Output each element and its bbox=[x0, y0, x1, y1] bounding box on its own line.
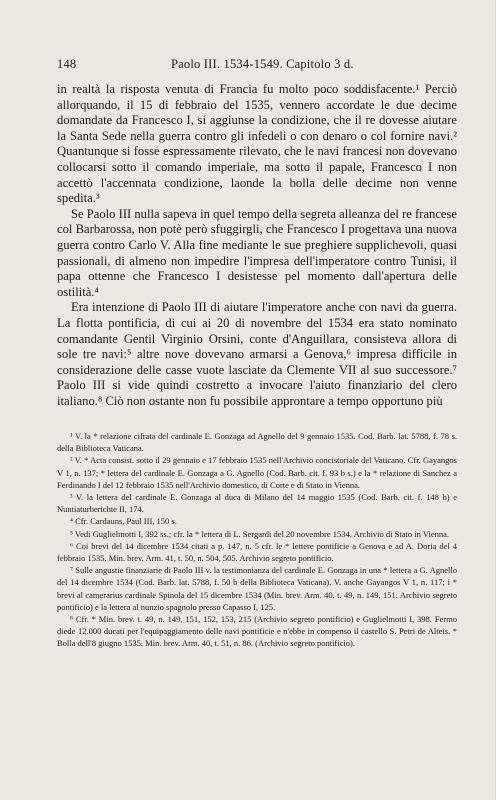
body-text bbox=[57, 82, 457, 409]
footnotes bbox=[57, 430, 457, 650]
running-head bbox=[57, 57, 457, 75]
footnote: ² V. * Acta consist. sotto il 29 gennaio e 17 febbraio 1535 nell'Archivio concistoriale del Vaticano. Cfr. Gayangos V 1, n. 137; * lettera del cardinale E. Gonzaga a G. Agnello (Cod. Barb. cit. f. 93 b s.) e la * relazione di Sanchez a Ferdinando I del 12 febbraio 1535 nell'Archivio domestico, di Corte e di Stato in Vienna. bbox=[57, 455, 457, 490]
page-number: 148 bbox=[57, 57, 77, 71]
footnote: ⁴ Cfr. Cardauns, Paul III, 150 s. bbox=[70, 516, 177, 527]
footnote: ⁸ Cfr. * Min. brev. t. 49, n. 149, 151, 152, 153, 215 (Archivio segreto pontificio) e Guglielmotti I, 398. Fermo diede 12.000 ducati per l'equipaggiamento delle navi pontificie e n'ebbe in compenso il castello S. Petri de Alteis. * Bolla dell'8 giugno 1535. Min. brev. Arm. 40, t. 51, n. 86. (Archivio segreto pontificio). bbox=[57, 614, 457, 649]
footnote: ⁵ Vedi Guglielmotti I, 392 ss.; cfr. la * lettera di L. Sergardi del 20 novembre 1534. Archivio di Stato in Vienna. bbox=[70, 528, 449, 539]
paragraph: in realtà la risposta venuta di Francia fu molto poco soddisfacente.¹ Perciò allorquando, il 15 di febbraio del 1535, vennero accordate le due decime domandate da Francesco I, si aggiunse la condizione, che il re dovesse aiutare la Santa Sede nella guerra contro gli infedeli o con denaro o col fornire navi.² Quantunque si fosse espressamente rilevato, che le navi francesi non dovevano collocarsi sotto il comando imperiale, ma sotto il papale, Francesco I non accettò l'accennata condizione, laonde la bolla delle decime non venne spedita.³ bbox=[57, 82, 457, 206]
footnote: ⁷ Sulle angustie finanziarie di Paolo III v. la testimonianza del cardinale E. Gonzaga in una * lettera a G. Agnello del 14 dicembre 1534 (Cod. Barb. lat. 5788, f. 50 b della Biblioteca Vaticana). V. anche Gayangos V 1, n. 117; i * brevi al camerarius cardinale Spinola del 15 dicembre 1534 (Min. brev. Arm. 40, t. 49, n. 149, 151. Archivio segreto pontificio) e la lettera al nunzio spagnolo presso Capasso I, 125. bbox=[57, 565, 457, 612]
running-title: Paolo III. 1534-1549. Capitolo 3 d. bbox=[171, 57, 354, 71]
footnote: ³ V. la lettera del cardinale E. Gonzaga al duca di Milano del 14 maggio 1535 (Cod. Barb. cit. f. 148 b) e Nuntiaturberichte II, 174. bbox=[57, 492, 457, 515]
paragraph: Era intenzione di Paolo III di aiutare l'imperatore anche con navi da guerra. La flotta pontificia, di cui ai 20 di novembre del 1534 era stato nominato comandante Gentil Virginio Orsini, conte d'Anguillara, consisteva allora di sole tre navi:⁵ altre nove dovevano armarsi a Genova,⁶ impresa difficile in considerazione delle casse vuote lasciate da Clemente VII al suo successore.⁷ Paolo III si vide quindi costretto a invocare l'aiuto finanziario del clero italiano.⁸ Ciò non ostante non fu possibile approntare a tempo opportuno più bbox=[57, 300, 457, 408]
paragraph: Se Paolo III nulla sapeva in quel tempo della segreta alleanza del re francese col Barbarossa, non potè però sfuggirgli, che Francesco I progettava una nuova guerra contro Carlo V. Alla fine mediante le sue preghiere supplichevoli, quasi passionali, di almeno non impedire l'impresa dell'imperatore contro Tunisi, il papa ottenne che Francesco I desistesse pel momento dall'apertura delle ostilità.⁴ bbox=[57, 206, 457, 299]
footnote: ⁶ Coi brevi del 14 dicembre 1534 citati a p. 147, n. 5 cfr. le * lettere pontificie a Genova e ad A. Doria del 4 febbraio 1535. Min. brev. Arm. 41, t. 50, n. 504, 505. Archivio segreto pontificio. bbox=[57, 540, 457, 564]
footnote: ¹ V. la * relazione cifrata del cardinale E. Gonzaga ad Agnello del 9 gennaio 1535. Cod. Barb. lat. 5788, f. 78 s. della Biblioteca Vaticana. bbox=[57, 431, 457, 454]
